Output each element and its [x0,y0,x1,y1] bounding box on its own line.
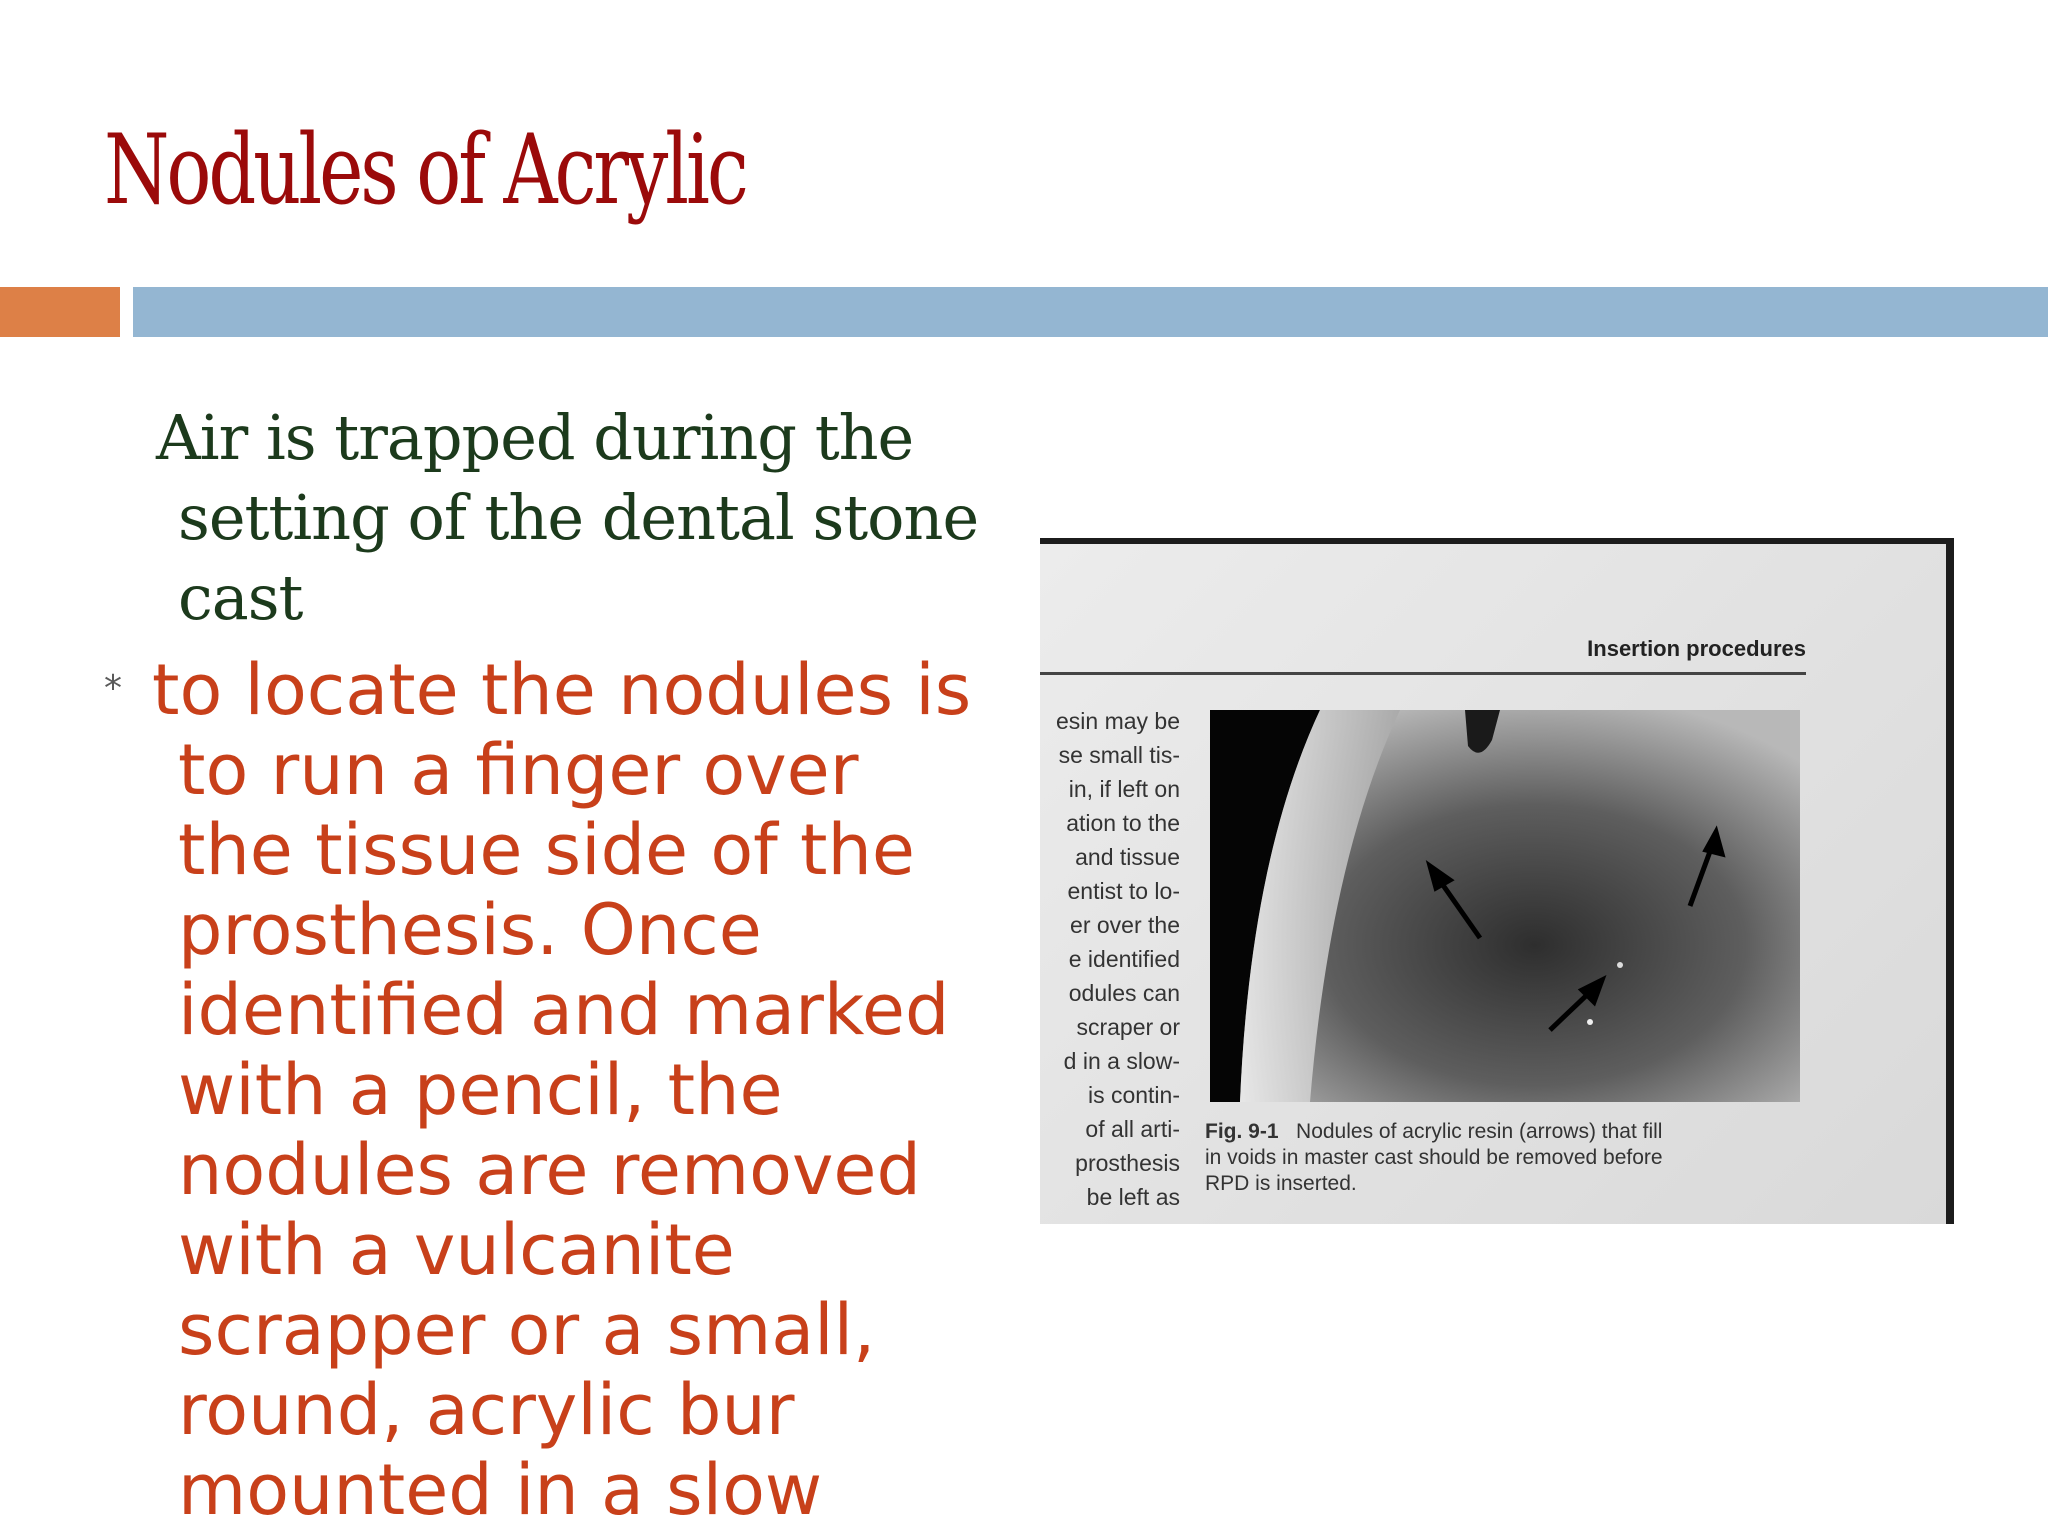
body-text-line: ation to the [1066,810,1180,836]
body-text-line: prosthesis [1075,1150,1180,1176]
intro-line: setting of the dental stone [178,481,979,554]
textbook-page-photo [1040,538,1954,1224]
bullet-line: mounted in a slow [178,1449,823,1531]
body-text-line: e identified [1068,946,1180,972]
title-divider-bar [133,287,2048,337]
intro-line: Air is trapped during the [156,401,914,474]
bullet-line: the tissue side of the [178,809,915,891]
bullet-line: identified and marked [178,969,950,1051]
accent-bar [0,287,120,337]
bullet-line: with a vulcanite [178,1209,735,1291]
figure-label: Fig. 9-1 [1205,1120,1279,1143]
bullet-line: prosthesis. Once [178,889,762,971]
intro-line: cast [178,561,303,634]
figure-caption [1205,1119,1805,1197]
nodules-figure-image [1210,710,1800,1102]
bullet-line: round, acrylic bur [178,1369,795,1451]
caption-line: RPD is inserted. [1205,1172,1357,1195]
body-text-line: esin may be [1055,708,1180,734]
body-text-line: scraper or [1076,1014,1180,1040]
body-text-line: odules can [1068,980,1180,1006]
cropped-body-text [1040,704,1180,1214]
body-text-line: and tissue [1075,844,1180,870]
running-head: Insertion procedures [1587,636,1806,661]
intro-paragraph [156,398,986,638]
bullet-line: nodules are removed [178,1129,921,1211]
bullet-paragraph [152,650,1012,1530]
body-text-line: is contin- [1087,1082,1180,1108]
body-text-line: in, if left on [1068,776,1180,802]
bullet-line: to locate the nodules is [152,649,972,731]
caption-line: in voids in master cast should be removed before [1205,1146,1663,1169]
bullet-line: to run a finger over [178,729,859,811]
body-text-line: be left as [1086,1184,1180,1210]
bullet-asterisk: * [104,668,122,709]
body-text-line: entist to lo- [1067,878,1180,904]
body-text-line: of all arti- [1085,1116,1180,1142]
nodule-dot [1617,962,1623,968]
nodule-dot [1587,1019,1593,1025]
header-rule [1040,672,1806,675]
caption-line: Nodules of acrylic resin (arrows) that fill [1296,1120,1663,1143]
bullet-line: scrapper or a small, [178,1289,876,1371]
body-text-line: d in a slow- [1063,1048,1180,1074]
bullet-line: with a pencil, the [178,1049,783,1131]
body-text-line: er over the [1070,912,1180,938]
slide-title: Nodules of Acrylic [104,114,746,226]
body-text-line: se small tis- [1058,742,1180,768]
